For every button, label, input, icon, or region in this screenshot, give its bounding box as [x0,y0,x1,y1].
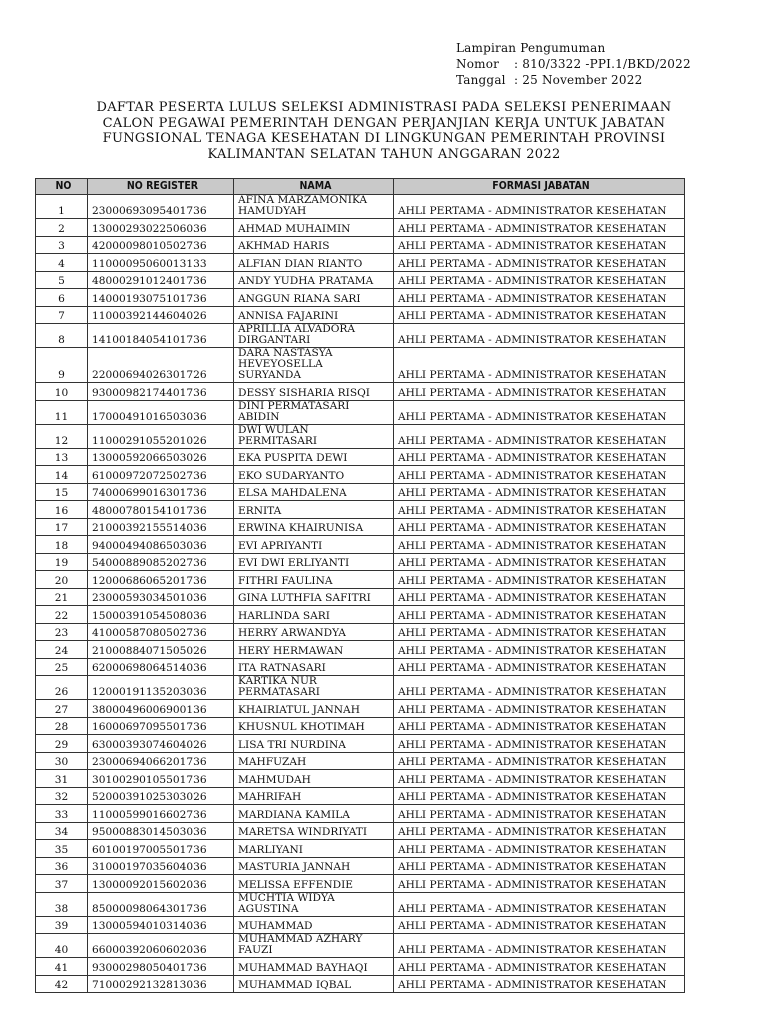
formasi-jabatan: AHLI PERTAMA - ADMINISTRATOR KESEHATAN [394,553,685,571]
row-number: 7 [36,306,88,324]
row-number: 24 [36,641,88,659]
name-line: DWI WULAN [238,423,309,436]
table-row [36,348,685,383]
participant-name [234,606,394,624]
formasi-jabatan: AHLI PERTAMA - ADMINISTRATOR KESEHATAN [394,400,685,424]
name-line: MUHAMMAD AZHARY [238,933,363,945]
formasi-jabatan: AHLI PERTAMA - ADMINISTRATOR KESEHATAN [394,588,685,606]
row-number: 25 [36,658,88,676]
register-number: 93000298050401736 [88,958,234,976]
participant-name [234,571,394,589]
participant-name [234,717,394,735]
table-row [36,219,685,237]
name-line: HEVEYOSELLA [238,358,323,370]
row-number: 31 [36,770,88,788]
register-number: 13000293022506036 [88,219,234,237]
participant-name [234,501,394,519]
name-line: APRILLIA ALVADORA [238,323,356,335]
name-line: ERWINA KHAIRUNISA [238,522,364,534]
name-line: MAHRIFAH [238,791,302,803]
row-number: 19 [36,553,88,571]
name-line: MASTURIA JANNAH [238,861,351,873]
formasi-jabatan: AHLI PERTAMA - ADMINISTRATOR KESEHATAN [394,822,685,840]
participant-name [234,840,394,858]
row-number: 37 [36,875,88,893]
table-row [36,875,685,893]
participant-name [234,875,394,893]
register-number: 23000593034501036 [88,588,234,606]
name-line: ANDY YUDHA PRATAMA [238,275,374,287]
participant-name [234,700,394,718]
table-row [36,571,685,589]
table-body [36,195,685,993]
register-number: 74000699016301736 [88,483,234,501]
participant-name [234,975,394,993]
row-number: 17 [36,518,88,536]
table-row [36,195,685,219]
participant-name [234,822,394,840]
name-line: FITHRI FAULINA [238,574,333,587]
participant-name [234,857,394,875]
row-number: 15 [36,483,88,501]
row-number: 28 [36,717,88,735]
row-number: 11 [36,400,88,424]
formasi-jabatan: AHLI PERTAMA - ADMINISTRATOR KESEHATAN [394,195,685,219]
participant-name [234,383,394,401]
formasi-jabatan: AHLI PERTAMA - ADMINISTRATOR KESEHATAN [394,975,685,993]
participant-name [234,236,394,254]
formasi-jabatan: AHLI PERTAMA - ADMINISTRATOR KESEHATAN [394,735,685,753]
row-number: 35 [36,840,88,858]
table-row [36,770,685,788]
name-line: EVI APRIYANTI [238,539,323,552]
row-number: 23 [36,623,88,641]
formasi-jabatan: AHLI PERTAMA - ADMINISTRATOR KESEHATAN [394,892,685,916]
register-number: 48000291012401736 [88,271,234,289]
name-line: HERRY ARWANDYA [238,627,346,639]
table-row [36,840,685,858]
table-row [36,501,685,519]
table-row [36,271,685,289]
participant-name [234,553,394,571]
participant-name [234,448,394,466]
formasi-jabatan: AHLI PERTAMA - ADMINISTRATOR KESEHATAN [394,271,685,289]
formasi-jabatan: AHLI PERTAMA - ADMINISTRATOR KESEHATAN [394,466,685,484]
register-number: 60100197005501736 [88,840,234,858]
register-number: 14100184054101736 [88,324,234,348]
participant-name [234,770,394,788]
formasi-jabatan: AHLI PERTAMA - ADMINISTRATOR KESEHATAN [394,934,685,958]
formasi-jabatan: AHLI PERTAMA - ADMINISTRATOR KESEHATAN [394,501,685,519]
formasi-jabatan: AHLI PERTAMA - ADMINISTRATOR KESEHATAN [394,324,685,348]
document-title [40,100,728,162]
register-number: 93000982174401736 [88,383,234,401]
name-line: AFINA MARZAMONIKA [238,194,368,206]
name-line: ALFIAN DIAN RIANTO [238,257,363,270]
register-number: 12000191135203036 [88,676,234,700]
name-line: ANGGUN RIANA SARI [238,292,361,305]
row-number: 38 [36,892,88,916]
participant-name [234,424,394,448]
table-row [36,623,685,641]
participant-name [234,466,394,484]
register-number: 71000292132813036 [88,975,234,993]
name-line: MUHAMMAD IQBAL [238,979,352,991]
formasi-jabatan: AHLI PERTAMA - ADMINISTRATOR KESEHATAN [394,787,685,805]
formasi-jabatan: AHLI PERTAMA - ADMINISTRATOR KESEHATAN [394,857,685,875]
name-line: ITA RATNASARI [238,662,326,674]
participant-name [234,254,394,272]
register-number: 48000780154101736 [88,501,234,519]
formasi-jabatan: AHLI PERTAMA - ADMINISTRATOR KESEHATAN [394,236,685,254]
table-row [36,483,685,501]
participant-name [234,805,394,823]
row-number: 26 [36,676,88,700]
name-line: HERY HERMAWAN [238,644,344,657]
row-number: 21 [36,588,88,606]
name-line: DINI PERMATASARI [238,399,350,412]
table-row [36,787,685,805]
formasi-jabatan: AHLI PERTAMA - ADMINISTRATOR KESEHATAN [394,916,685,934]
name-line: AKHMAD HARIS [238,240,330,252]
formasi-jabatan: AHLI PERTAMA - ADMINISTRATOR KESEHATAN [394,676,685,700]
register-number: 11000599016602736 [88,805,234,823]
title-line: KALIMANTAN SELATAN TAHUN ANGGARAN 2022 [207,146,561,162]
row-number: 2 [36,219,88,237]
formasi-jabatan: AHLI PERTAMA - ADMINISTRATOR KESEHATAN [394,606,685,624]
row-number: 20 [36,571,88,589]
row-number: 10 [36,383,88,401]
table-row [36,658,685,676]
name-line: AHMAD MUHAIMIN [238,222,351,235]
row-number: 3 [36,236,88,254]
register-number: 66000392060602036 [88,934,234,958]
table-row [36,735,685,753]
table-row [36,805,685,823]
name-line: AGUSTINA [238,902,299,915]
tanggal-label: Tanggal [456,73,506,87]
name-line: KHUSNUL KHOTIMAH [238,721,365,733]
name-line: EKA PUSPITA DEWI [238,452,348,464]
table-row [36,448,685,466]
participant-name [234,934,394,958]
table-row [36,934,685,958]
name-line: MELISSA EFFENDIE [238,878,353,891]
register-number: 16000697095501736 [88,717,234,735]
name-line: MAHFUZAH [238,756,307,768]
name-line: HARLINDA SARI [238,609,330,622]
name-line: MARLIYANI [238,843,303,856]
name-line: MAHMUDAH [238,773,311,786]
register-number: 22000694026301726 [88,348,234,383]
name-line: DARA NASTASYA [238,347,333,359]
name-line: FAUZI [238,944,273,956]
formasi-jabatan: AHLI PERTAMA - ADMINISTRATOR KESEHATAN [394,483,685,501]
register-number: 21000884071505026 [88,641,234,659]
name-line: ERNITA [238,504,282,517]
formasi-jabatan: AHLI PERTAMA - ADMINISTRATOR KESEHATAN [394,348,685,383]
column-header-formasi: FORMASI JABATAN [394,179,685,195]
formasi-jabatan: AHLI PERTAMA - ADMINISTRATOR KESEHATAN [394,875,685,893]
participant-name [234,195,394,219]
column-header-nama: NAMA [234,179,394,195]
row-number: 6 [36,289,88,307]
table-header-row [36,179,685,195]
lampiran-label: Lampiran Pengumuman [456,41,606,55]
formasi-jabatan: AHLI PERTAMA - ADMINISTRATOR KESEHATAN [394,717,685,735]
register-number: 31000197035604036 [88,857,234,875]
table-row [36,606,685,624]
table-row [36,958,685,976]
participant-name [234,676,394,700]
name-line: LISA TRI NURDINA [238,738,346,751]
register-number: 38000496006900136 [88,700,234,718]
nomor-line [456,56,691,72]
formasi-jabatan: AHLI PERTAMA - ADMINISTRATOR KESEHATAN [394,536,685,554]
formasi-jabatan: AHLI PERTAMA - ADMINISTRATOR KESEHATAN [394,254,685,272]
column-header-no: NO [36,179,88,195]
row-number: 1 [36,195,88,219]
row-number: 42 [36,975,88,993]
register-number: 63000393074604026 [88,735,234,753]
register-number: 94000494086503036 [88,536,234,554]
name-line: GINA LUTHFIA SAFITRI [238,592,371,604]
table-row [36,916,685,934]
table-row [36,700,685,718]
table-row [36,553,685,571]
name-line: PERMATASARI [238,686,320,698]
participant-name [234,289,394,307]
register-number: 17000491016503036 [88,400,234,424]
participant-name [234,518,394,536]
formasi-jabatan: AHLI PERTAMA - ADMINISTRATOR KESEHATAN [394,752,685,770]
register-number: 61000972072502736 [88,466,234,484]
name-line: ABIDIN [238,410,280,423]
register-number: 62000698064514036 [88,658,234,676]
table-row [36,641,685,659]
row-number: 29 [36,735,88,753]
participant-name [234,623,394,641]
tanggal-value: : 25 November 2022 [514,73,643,87]
name-line: KHAIRIATUL JANNAH [238,703,360,716]
register-number: 52000391025303026 [88,787,234,805]
participant-name [234,588,394,606]
participant-name [234,219,394,237]
row-number: 41 [36,958,88,976]
participant-name [234,735,394,753]
document-reference-block [456,40,691,88]
formasi-jabatan: AHLI PERTAMA - ADMINISTRATOR KESEHATAN [394,289,685,307]
row-number: 8 [36,324,88,348]
row-number: 36 [36,857,88,875]
table-row [36,466,685,484]
participant-name [234,271,394,289]
formasi-jabatan: AHLI PERTAMA - ADMINISTRATOR KESEHATAN [394,840,685,858]
name-line: MARETSA WINDRIYATI [238,826,368,838]
lampiran-line [456,40,691,56]
register-number: 11000392144604026 [88,306,234,324]
register-number: 54000889085202736 [88,553,234,571]
name-line: MUHAMMAD BAYHAQI [238,961,368,974]
register-number: 41000587080502736 [88,623,234,641]
row-number: 27 [36,700,88,718]
formasi-jabatan: AHLI PERTAMA - ADMINISTRATOR KESEHATAN [394,383,685,401]
name-line: ELSA MAHDALENA [238,487,347,499]
formasi-jabatan: AHLI PERTAMA - ADMINISTRATOR KESEHATAN [394,424,685,448]
participant-name [234,400,394,424]
table-row [36,857,685,875]
row-number: 5 [36,271,88,289]
name-line: PERMITASARI [238,434,318,447]
row-number: 18 [36,536,88,554]
participant-name [234,641,394,659]
title-line: CALON PEGAWAI PEMERINTAH DENGAN PERJANJIAN KERJA UNTUK JABATAN [102,115,666,131]
name-line: ANNISA FAJARINI [238,310,339,322]
formasi-jabatan: AHLI PERTAMA - ADMINISTRATOR KESEHATAN [394,658,685,676]
row-number: 12 [36,424,88,448]
formasi-jabatan: AHLI PERTAMA - ADMINISTRATOR KESEHATAN [394,805,685,823]
register-number: 21000392155514036 [88,518,234,536]
participant-name [234,324,394,348]
nomor-value: : 810/3322 -PPI.1/BKD/2022 [514,57,691,71]
table-row [36,536,685,554]
register-number: 14000193075101736 [88,289,234,307]
table-row [36,306,685,324]
table-row [36,518,685,536]
register-number: 13000594010314036 [88,916,234,934]
table-row [36,289,685,307]
name-line: HAMUDYAH [238,205,307,217]
table-row [36,822,685,840]
register-number: 23000693095401736 [88,195,234,219]
formasi-jabatan: AHLI PERTAMA - ADMINISTRATOR KESEHATAN [394,958,685,976]
row-number: 33 [36,805,88,823]
participant-name [234,752,394,770]
register-number: 11000291055201026 [88,424,234,448]
formasi-jabatan: AHLI PERTAMA - ADMINISTRATOR KESEHATAN [394,641,685,659]
name-line: EVI DWI ERLIYANTI [238,557,350,569]
row-number: 22 [36,606,88,624]
row-number: 13 [36,448,88,466]
participant-name [234,892,394,916]
register-number: 23000694066201736 [88,752,234,770]
participant-name [234,483,394,501]
register-number: 13000592066503026 [88,448,234,466]
formasi-jabatan: AHLI PERTAMA - ADMINISTRATOR KESEHATAN [394,770,685,788]
register-number: 11000095060013133 [88,254,234,272]
row-number: 9 [36,348,88,383]
formasi-jabatan: AHLI PERTAMA - ADMINISTRATOR KESEHATAN [394,219,685,237]
participant-name [234,658,394,676]
participant-name [234,536,394,554]
register-number: 12000686065201736 [88,571,234,589]
formasi-jabatan: AHLI PERTAMA - ADMINISTRATOR KESEHATAN [394,448,685,466]
participants-table [35,178,685,993]
row-number: 39 [36,916,88,934]
name-line: MUHAMMAD [238,920,313,932]
formasi-jabatan: AHLI PERTAMA - ADMINISTRATOR KESEHATAN [394,571,685,589]
formasi-jabatan: AHLI PERTAMA - ADMINISTRATOR KESEHATAN [394,518,685,536]
table-row [36,236,685,254]
participant-name [234,916,394,934]
name-line: SURYANDA [238,369,302,381]
name-line: DIRGANTARI [238,334,311,346]
row-number: 4 [36,254,88,272]
column-header-register: NO REGISTER [88,179,234,195]
register-number: 42000098010502736 [88,236,234,254]
register-number: 15000391054508036 [88,606,234,624]
participant-name [234,787,394,805]
table-row [36,975,685,993]
participant-name [234,348,394,383]
table-row [36,324,685,348]
row-number: 14 [36,466,88,484]
participant-name [234,958,394,976]
table-row [36,254,685,272]
row-number: 30 [36,752,88,770]
name-line: MARDIANA KAMILA [238,808,350,821]
name-line: DESSY SISHARIA RISQI [238,386,370,399]
row-number: 34 [36,822,88,840]
name-line: MUCHTIA WIDYA [238,891,335,904]
formasi-jabatan: AHLI PERTAMA - ADMINISTRATOR KESEHATAN [394,306,685,324]
table-row [36,752,685,770]
table-row [36,676,685,700]
row-number: 32 [36,787,88,805]
table-row [36,717,685,735]
table-row [36,424,685,448]
register-number: 85000098064301736 [88,892,234,916]
register-number: 95000883014503036 [88,822,234,840]
name-line: KARTIKA NUR [238,675,317,687]
name-line: EKO SUDARYANTO [238,469,345,482]
title-line: FUNGSIONAL TENAGA KESEHATAN DI LINGKUNGAN PEMERINTAH PROVINSI [102,131,666,146]
formasi-jabatan: AHLI PERTAMA - ADMINISTRATOR KESEHATAN [394,700,685,718]
table-row [36,383,685,401]
title-line: DAFTAR PESERTA LULUS SELEKSI ADMINISTRASI PADA SELEKSI PENERIMAAN [96,100,672,115]
table-row [36,400,685,424]
row-number: 16 [36,501,88,519]
table-row [36,892,685,916]
nomor-label: Nomor [456,57,500,71]
register-number: 30100290105501736 [88,770,234,788]
row-number: 40 [36,934,88,958]
tanggal-line [456,72,691,88]
table-row [36,588,685,606]
register-number: 13000092015602036 [88,875,234,893]
participant-name [234,306,394,324]
formasi-jabatan: AHLI PERTAMA - ADMINISTRATOR KESEHATAN [394,623,685,641]
